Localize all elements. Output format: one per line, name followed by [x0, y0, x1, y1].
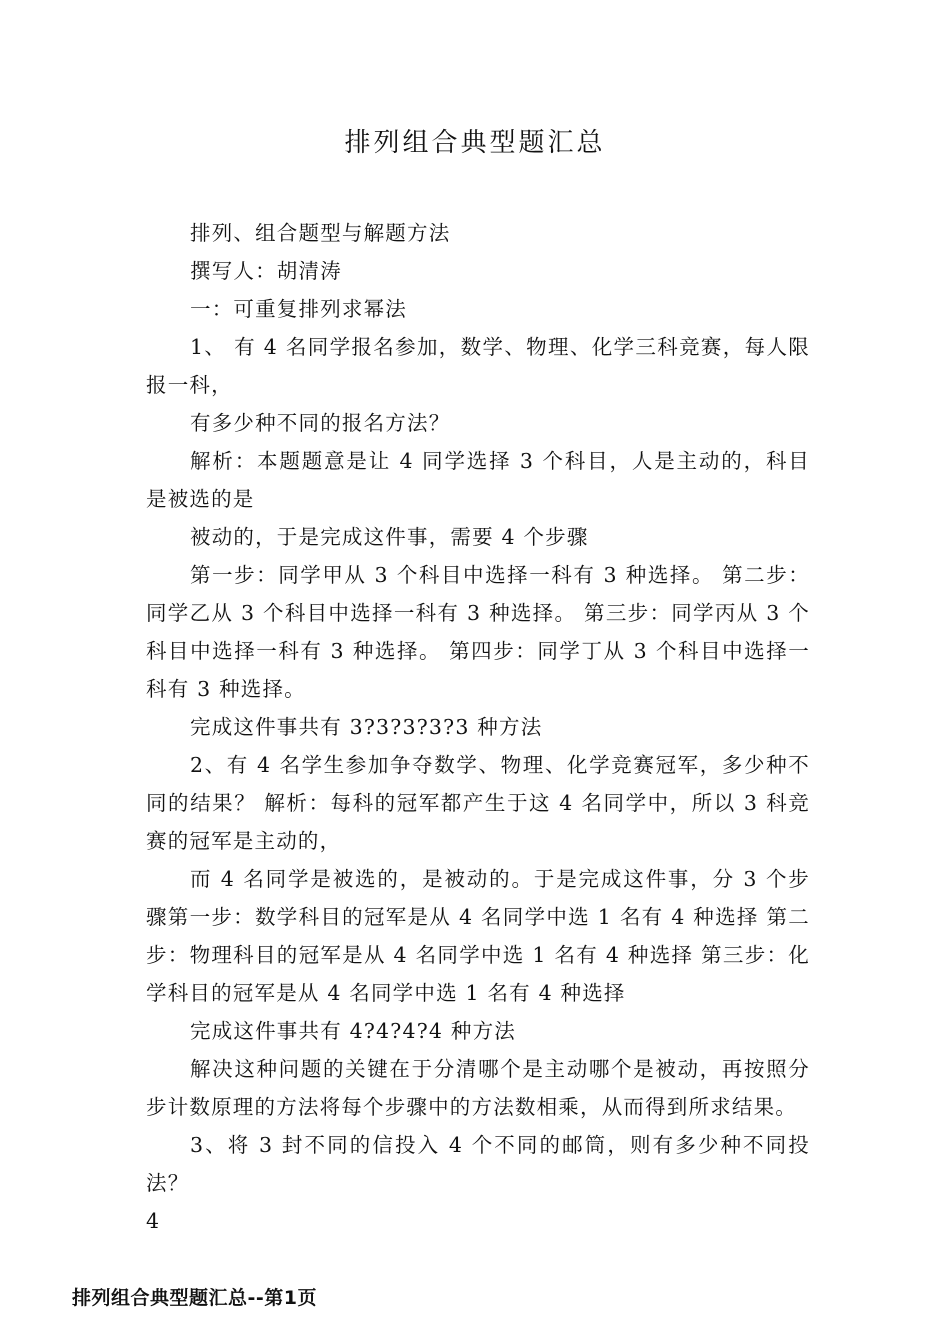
paragraph: 3、将 3 封不同的信投入 4 个不同的邮筒，则有多少种不同投法？ — [146, 1133, 810, 1195]
paragraph: 一：可重复排列求幂法 — [190, 297, 407, 321]
paragraph: 4 — [146, 1209, 161, 1233]
paragraph: 2、有 4 名学生参加争夺数学、物理、化学竞赛冠军，多少种不同的结果？ 解析：每科的冠军都产生于这 4 名同学中，所以 3 科竞赛的冠军是主动的， — [146, 753, 810, 853]
paragraph: 第一步：同学甲从 3 个科目中选择一科有 3 种选择。 第二步：同学乙从 3 个科目中选择一科有 3 种选择。 第三步：同学丙从 3 个科目中选择一科有 3 种选择。 第四步：同学丁从 3 个科目中选择一科有 3 种选择。 — [146, 563, 810, 701]
page-title: 排列组合典型题汇总 — [344, 128, 606, 158]
paragraph: 而 4 名同学是被选的，是被动的。于是完成这件事，分 3 个步骤第一步：数学科目的冠军是从 4 名同学中选 1 名有 4 种选择 第二步：物理科目的冠军是从 4 名同学中选 1 名有 4 种选择 第三步：化学科目的冠军是从 4 名同学中选 1 名有 4 种选择 — [146, 867, 810, 1005]
paragraph: 撰写人：胡清涛 — [190, 259, 342, 283]
paragraph: 完成这件事共有 3?3?3?3?3 种方法 — [190, 715, 543, 739]
document-body — [146, 214, 810, 1240]
paragraph: 解析：本题题意是让 4 同学选择 3 个科目，人是主动的，科目是被选的是 — [146, 449, 810, 511]
paragraph: 1、 有 4 名同学报名参加，数学、物理、化学三科竞赛，每人限报一科， — [146, 335, 810, 397]
paragraph: 排列、组合题型与解题方法 — [190, 221, 451, 245]
paragraph: 被动的，于是完成这件事，需要 4 个步骤 — [190, 525, 589, 549]
paragraph: 解决这种问题的关键在于分清哪个是主动哪个是被动，再按照分步计数原理的方法将每个步骤中的方法数相乘，从而得到所求结果。 — [146, 1057, 810, 1119]
page-footer: 排列组合典型题汇总--第1页 — [72, 1287, 317, 1309]
paragraph: 有多少种不同的报名方法？ — [190, 411, 451, 435]
paragraph: 完成这件事共有 4?4?4?4 种方法 — [190, 1019, 516, 1043]
